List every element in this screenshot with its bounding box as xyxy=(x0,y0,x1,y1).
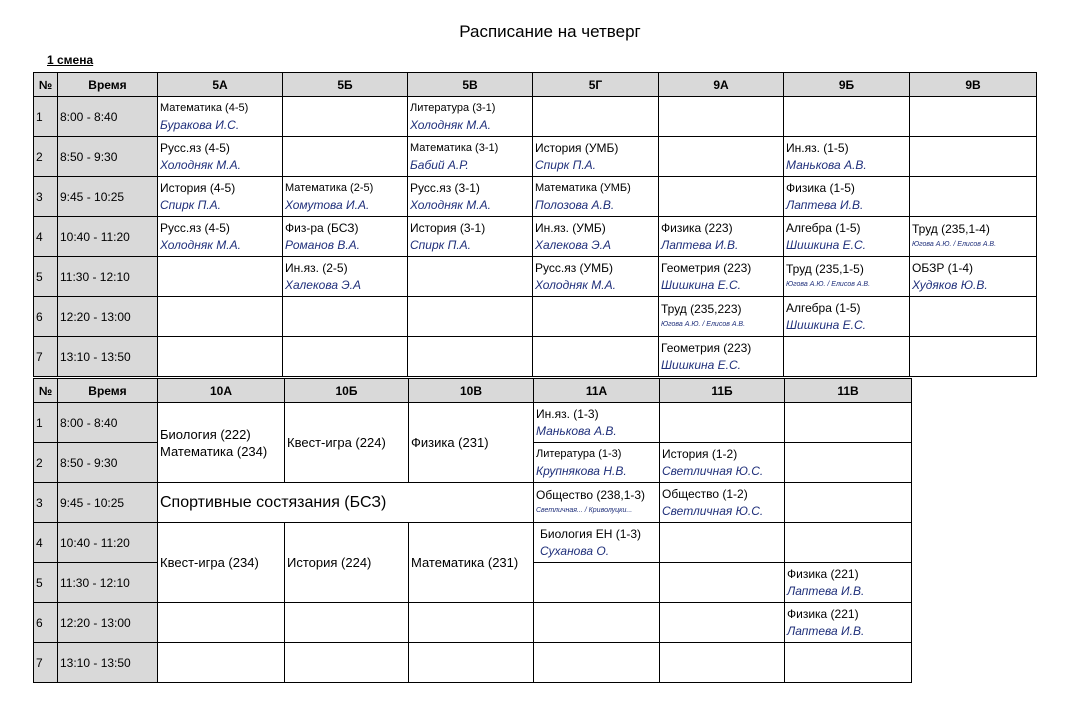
teacher: Шишкина Е.С. xyxy=(786,317,866,332)
lesson-cell xyxy=(283,137,408,177)
table-header-row xyxy=(34,379,912,403)
lesson-cell xyxy=(533,137,659,177)
lesson-cell xyxy=(534,643,660,683)
subject: Физика (231) xyxy=(411,435,489,450)
subject: Математика (234) xyxy=(160,443,268,459)
lesson-cell xyxy=(158,217,283,257)
teacher: Халекова Э.А xyxy=(535,237,611,252)
table-row xyxy=(34,177,1037,217)
lesson-cell xyxy=(285,603,409,643)
lesson-cell xyxy=(408,137,533,177)
lesson-cell xyxy=(408,257,533,297)
lesson-cell xyxy=(533,337,659,377)
lesson-num: 6 xyxy=(34,603,58,643)
lesson-time: 11:30 - 12:10 xyxy=(58,563,158,603)
table-row xyxy=(34,483,912,523)
lesson-cell xyxy=(409,403,534,483)
lesson-cell xyxy=(659,217,784,257)
lesson-cell xyxy=(660,643,785,683)
lesson-cell xyxy=(910,97,1037,137)
subject: Ин.яз. (УМБ) xyxy=(535,220,606,235)
lesson-cell xyxy=(158,483,534,523)
schedule-table-grades-5-9 xyxy=(33,72,1037,377)
lesson-cell xyxy=(785,643,912,683)
lesson-num: 3 xyxy=(34,177,58,217)
lesson-num: 1 xyxy=(34,97,58,137)
header-num: № xyxy=(34,379,58,403)
lesson-cell xyxy=(408,297,533,337)
lesson-cell xyxy=(533,257,659,297)
lesson-cell xyxy=(660,523,785,563)
header-class: 9Б xyxy=(784,73,910,97)
lesson-cell xyxy=(659,257,784,297)
teacher: Холодняк М.А. xyxy=(535,277,616,292)
header-class: 5Г xyxy=(533,73,659,97)
header-time: Время xyxy=(58,73,158,97)
lesson-time: 8:00 - 8:40 xyxy=(58,97,158,137)
table-header-row xyxy=(34,73,1037,97)
lesson-cell xyxy=(534,443,660,483)
lesson-cell xyxy=(785,443,912,483)
lesson-cell xyxy=(283,177,408,217)
subject: Общество (1-2) xyxy=(662,486,748,501)
lesson-cell xyxy=(785,483,912,523)
lesson-cell xyxy=(534,603,660,643)
subject: Квест-игра (234) xyxy=(160,555,259,570)
lesson-cell xyxy=(784,217,910,257)
subject: Геометрия (223) xyxy=(661,340,752,355)
lesson-cell xyxy=(409,523,534,603)
teacher: Лаптева И.В. xyxy=(661,237,739,252)
subject: Геометрия (223) xyxy=(661,260,752,275)
teacher: Холодняк М.А. xyxy=(160,157,241,172)
lesson-cell xyxy=(659,137,784,177)
lesson-cell xyxy=(659,177,784,217)
lesson-time: 13:10 - 13:50 xyxy=(58,337,158,377)
teacher: Манькова А.В. xyxy=(786,157,867,172)
header-class: 11А xyxy=(534,379,660,403)
lesson-cell xyxy=(408,177,533,217)
lesson-num: 4 xyxy=(34,523,58,563)
subject: Труд (235,223) xyxy=(661,302,742,316)
lesson-cell xyxy=(533,217,659,257)
lesson-cell xyxy=(408,337,533,377)
subject: Математика (УМБ) xyxy=(535,181,631,194)
lesson-cell xyxy=(158,257,283,297)
teacher: Романов В.А. xyxy=(285,237,360,252)
header-class: 10В xyxy=(409,379,534,403)
schedule-table-grades-10-11 xyxy=(33,378,912,683)
table-row xyxy=(34,643,912,683)
subject: Алгебра (1-5) xyxy=(786,220,861,235)
header-class: 10Б xyxy=(285,379,409,403)
lesson-cell xyxy=(283,217,408,257)
lesson-cell xyxy=(910,297,1037,337)
lesson-cell xyxy=(283,257,408,297)
lesson-cell xyxy=(158,297,283,337)
lesson-cell xyxy=(158,337,283,377)
lesson-cell xyxy=(784,297,910,337)
subject: История (224) xyxy=(287,555,372,570)
teacher: Спирк П.А. xyxy=(535,157,596,172)
subject: История (3-1) xyxy=(410,220,486,235)
lesson-time: 8:00 - 8:40 xyxy=(58,403,158,443)
header-time: Время xyxy=(58,379,158,403)
teacher: Шишкина Е.С. xyxy=(661,277,741,292)
lesson-cell xyxy=(158,177,283,217)
lesson-num: 2 xyxy=(34,443,58,483)
teacher: Югова А.Ю. / Елисов А.В. xyxy=(912,241,997,248)
lesson-num: 7 xyxy=(34,337,58,377)
teacher: Югова А.Ю. / Елисов А.В. xyxy=(661,321,746,328)
lesson-cell xyxy=(534,563,660,603)
subject: Физика (1-5) xyxy=(786,180,855,195)
lesson-cell xyxy=(158,643,285,683)
lesson-cell xyxy=(784,97,910,137)
lesson-time: 8:50 - 9:30 xyxy=(58,443,158,483)
lesson-cell xyxy=(285,403,409,483)
teacher: Полозова А.В. xyxy=(535,197,615,212)
subject: Математика (231) xyxy=(411,555,519,570)
header-class: 9В xyxy=(910,73,1037,97)
lesson-time: 10:40 - 11:20 xyxy=(58,523,158,563)
table-row xyxy=(34,297,1037,337)
teacher: Хомутова И.А. xyxy=(285,197,370,212)
lesson-cell xyxy=(660,403,785,443)
lesson-cell xyxy=(408,97,533,137)
lesson-cell xyxy=(533,297,659,337)
lesson-time: 13:10 - 13:50 xyxy=(58,643,158,683)
shift-label: 1 смена xyxy=(47,53,94,67)
header-num: № xyxy=(34,73,58,97)
lesson-cell xyxy=(660,443,785,483)
lesson-cell xyxy=(533,97,659,137)
lesson-cell xyxy=(534,523,660,563)
lesson-cell xyxy=(784,257,910,297)
lesson-cell xyxy=(660,603,785,643)
lesson-time: 8:50 - 9:30 xyxy=(58,137,158,177)
teacher: Лаптева И.В. xyxy=(786,197,864,212)
lesson-cell xyxy=(158,97,283,137)
table-row xyxy=(34,523,912,563)
teacher: Бабий А.Р. xyxy=(410,157,469,172)
header-class: 5Б xyxy=(283,73,408,97)
subject: Биология ЕН (1-3) xyxy=(540,526,642,541)
subject: Труд (235,1-5) xyxy=(786,262,864,276)
table-row xyxy=(34,217,1037,257)
subject: Ин.яз. (1-3) xyxy=(536,406,599,421)
lesson-cell xyxy=(158,523,285,603)
teacher: Спирк П.А. xyxy=(160,197,221,212)
subject: Физика (223) xyxy=(661,220,733,235)
table-row xyxy=(34,97,1037,137)
table-row xyxy=(34,257,1037,297)
teacher: Суханова О. xyxy=(540,543,610,558)
lesson-cell xyxy=(659,297,784,337)
lesson-num: 2 xyxy=(34,137,58,177)
lesson-cell xyxy=(283,97,408,137)
lesson-cell xyxy=(283,297,408,337)
lesson-cell xyxy=(784,337,910,377)
subject: Биология (222) xyxy=(160,426,251,442)
subject: Русс.яз (3-1) xyxy=(410,180,480,195)
lesson-time: 12:20 - 13:00 xyxy=(58,297,158,337)
subject: История (4-5) xyxy=(160,180,236,195)
table-row xyxy=(34,403,912,443)
lesson-cell xyxy=(660,483,785,523)
header-class: 9А xyxy=(659,73,784,97)
lesson-cell xyxy=(785,403,912,443)
lesson-cell xyxy=(285,643,409,683)
lesson-cell xyxy=(910,177,1037,217)
lesson-cell xyxy=(660,563,785,603)
page-title: Расписание на четверг xyxy=(459,22,641,41)
header-class: 5А xyxy=(158,73,283,97)
teacher: Лаптева И.В. xyxy=(787,583,865,598)
lesson-cell xyxy=(158,137,283,177)
lesson-cell xyxy=(408,217,533,257)
lesson-cell xyxy=(283,337,408,377)
teacher: Манькова А.В. xyxy=(536,423,617,438)
teacher: Светличная... / Криволуцки... xyxy=(536,507,633,514)
teacher: Худяков Ю.В. xyxy=(912,277,988,292)
teacher: Шишкина Е.С. xyxy=(786,237,866,252)
subject: Литература (1-3) xyxy=(536,447,622,460)
lesson-num: 4 xyxy=(34,217,58,257)
lesson-cell xyxy=(785,563,912,603)
lesson-num: 5 xyxy=(34,257,58,297)
subject: Русс.яз (4-5) xyxy=(160,220,230,235)
lesson-time: 9:45 - 10:25 xyxy=(58,483,158,523)
lesson-num: 6 xyxy=(34,297,58,337)
teacher: Лаптева И.В. xyxy=(787,623,865,638)
header-class: 11Б xyxy=(660,379,785,403)
subject: Физика (221) xyxy=(787,606,859,621)
subject: Спортивные состязания (БСЗ) xyxy=(160,494,387,511)
subject: История (1-2) xyxy=(662,446,738,461)
teacher: Буракова И.С. xyxy=(160,117,240,132)
lesson-cell xyxy=(910,337,1037,377)
header-class: 10А xyxy=(158,379,285,403)
teacher: Крупнякова Н.В. xyxy=(536,463,627,478)
header-class: 11В xyxy=(785,379,912,403)
lesson-cell xyxy=(659,337,784,377)
lesson-num: 3 xyxy=(34,483,58,523)
lesson-cell xyxy=(910,217,1037,257)
table-row xyxy=(34,603,912,643)
lesson-cell xyxy=(785,523,912,563)
lesson-cell xyxy=(158,403,285,483)
subject: Русс.яз (УМБ) xyxy=(535,260,614,275)
subject: Труд (235,1-4) xyxy=(912,222,990,236)
lesson-cell xyxy=(158,603,285,643)
lesson-cell xyxy=(534,403,660,443)
lesson-cell xyxy=(659,97,784,137)
lesson-time: 12:20 - 13:00 xyxy=(58,603,158,643)
teacher: Халекова Э.А xyxy=(285,277,361,292)
subject: Общество (238,1-3) xyxy=(536,488,646,502)
subject: Русс.яз (4-5) xyxy=(160,140,230,155)
teacher: Югова А.Ю. / Елисов А.В. xyxy=(786,281,871,288)
teacher: Холодняк М.А. xyxy=(160,237,241,252)
lesson-time: 9:45 - 10:25 xyxy=(58,177,158,217)
lesson-cell xyxy=(910,257,1037,297)
table-row xyxy=(34,137,1037,177)
subject: Физика (221) xyxy=(787,566,859,581)
lesson-cell xyxy=(409,643,534,683)
teacher: Светличная Ю.С. xyxy=(662,463,764,478)
teacher: Светличная Ю.С. xyxy=(662,503,764,518)
lesson-cell xyxy=(534,483,660,523)
lesson-num: 1 xyxy=(34,403,58,443)
teacher: Спирк П.А. xyxy=(410,237,471,252)
subject: Квест-игра (224) xyxy=(287,435,386,450)
subject: Математика (4-5) xyxy=(160,101,249,114)
lesson-num: 5 xyxy=(34,563,58,603)
lesson-cell xyxy=(409,603,534,643)
subject: Литература (3-1) xyxy=(410,101,496,114)
lesson-num: 7 xyxy=(34,643,58,683)
subject: Математика (3-1) xyxy=(410,141,499,154)
teacher: Холодняк М.А. xyxy=(410,117,491,132)
subject: Математика (2-5) xyxy=(285,181,374,194)
lesson-cell xyxy=(285,523,409,603)
lesson-time: 10:40 - 11:20 xyxy=(58,217,158,257)
lesson-time: 11:30 - 12:10 xyxy=(58,257,158,297)
teacher: Шишкина Е.С. xyxy=(661,357,741,372)
header-class: 5В xyxy=(408,73,533,97)
teacher: Холодняк М.А. xyxy=(410,197,491,212)
lesson-cell xyxy=(785,603,912,643)
subject: Алгебра (1-5) xyxy=(786,300,861,315)
subject: Физ-ра (БСЗ) xyxy=(285,220,359,235)
table-row xyxy=(34,337,1037,377)
subject: ОБЗР (1-4) xyxy=(912,260,973,275)
subject: Ин.яз. (2-5) xyxy=(285,260,348,275)
lesson-cell xyxy=(784,177,910,217)
subject: Ин.яз. (1-5) xyxy=(786,140,849,155)
lesson-cell xyxy=(533,177,659,217)
lesson-cell xyxy=(910,137,1037,177)
subject: История (УМБ) xyxy=(535,140,619,155)
lesson-cell xyxy=(784,137,910,177)
